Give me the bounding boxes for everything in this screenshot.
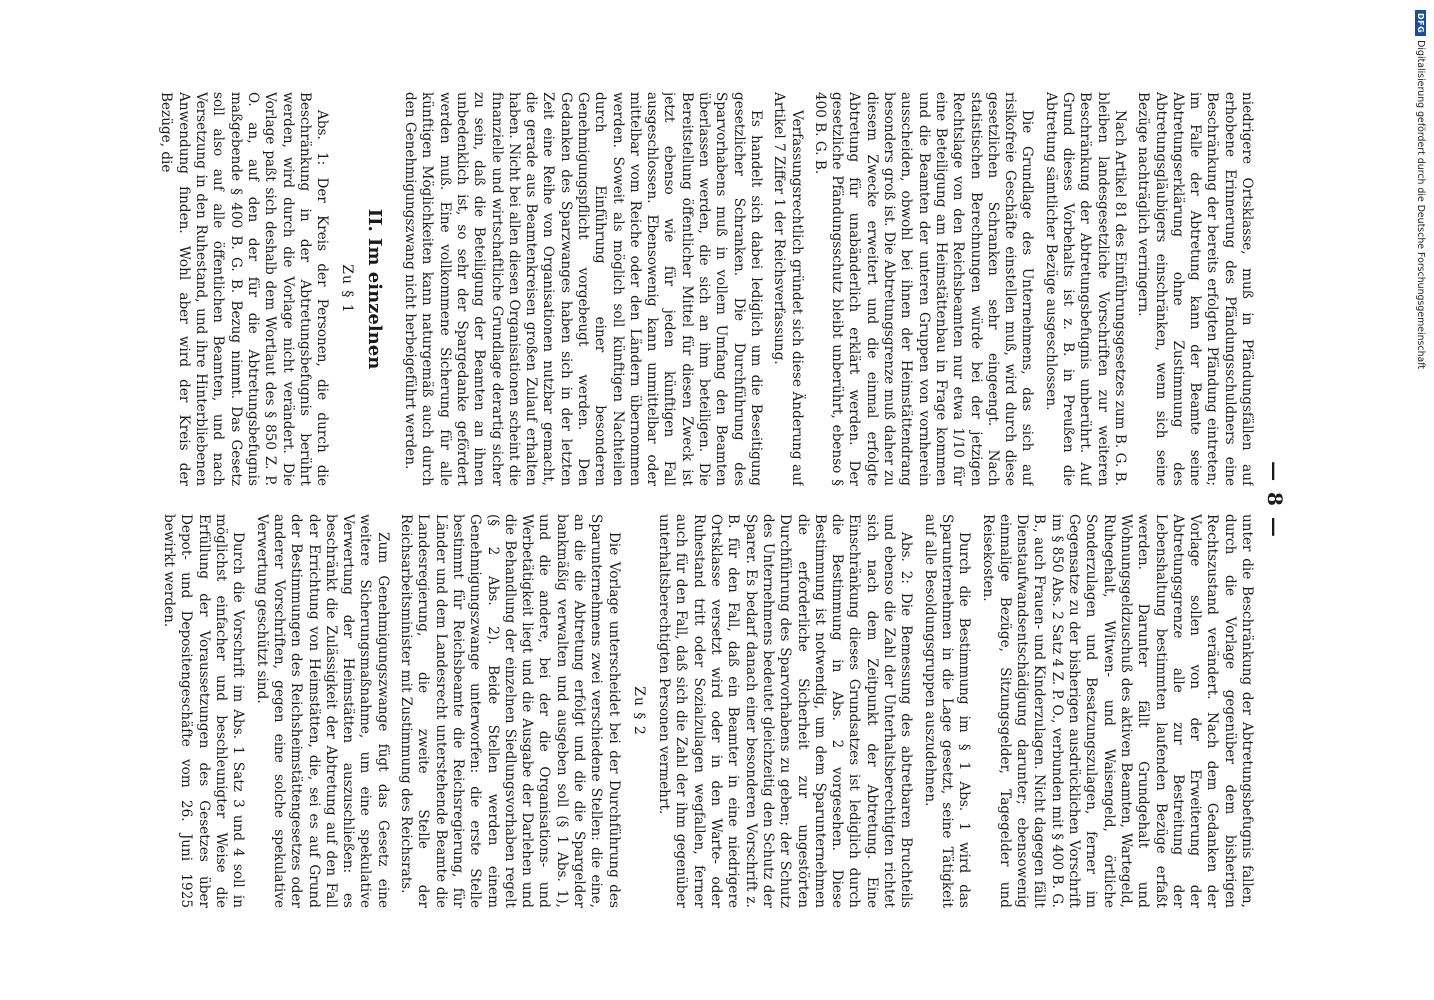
paragraph: Abs. 1: Der Kreis der Personen, die durch die Beschränkung in der Abtretungsbefugnis berührt werden, wird durch die Vorlage nicht verändert. Die Vorlage paßt sich deshalb dem Wortlaut des § 850 Z. P. O. an, auf den der für die Abtretungsbefugnis maßgebende § 400 B. G. B. Bezug nimmt. Das Gesetz soll also auf alle öffentlichen Beamten, und nach Versetzung in den Ruhestand, und ihre Hinterbliebenen Anwendung finden. Wohl aber wird der Kreis der Bezüge, die xyxy=(158,92,331,486)
paragraph: Zum Genehmigungszwange fügt das Gesetz eine weitere Sicherungsmaßnahme, um eine spekulative Verwertung der Heimstätten auszuschließen: es beschränkt die Zulässigkeit der Abtretung auf den Fall der Errichtung von Heimstätten, die, sei es auf Grund der Bestimmungen des Reichsheimstättengesetzes oder anderer Vorschriften, gegen eine solche spekulative Verwertung geschützt sind. xyxy=(253,514,391,908)
rotated-page-content xyxy=(117,80,1287,920)
paragraph: unter die Beschränkung der Abtretungsbefugnis fallen, durch die Vorlage gegenüber dem bisherigen Rechtszustand verändert. Nach dem Gedanken der Vorlage sollen von der Erweiterung der Abtretungsgrenze alle zur Bestreitung der Lebenshaltung bestimmten laufenden Bezüge erfaßt werden. Darunter fällt Grundgehalt und Wohnungsgeldzuschuß des aktiven Beamten, Wartegeld, Ruhegehalt, Witwen- und Waisengeld, örtliche Sonderzulagen und Besatzungszulagen, ferner im Gegensatze zu der bisherigen ausdrücklichen Vorschrift im § 850 Abs. 2 Satz 4 Z. P. O., verbunden mit § 400 B. G. B., auch Frauen- und Kinderzulagen. Nicht dagegen fällt Dienstaufwandsentschädigung darunter; ebensowenig einmalige Bezüge, Sitzungsgelder, Tagegelder und Reisekosten. xyxy=(979,514,1255,908)
paragraph: Es handelt sich dabei lediglich um die Beseitigung gesetzlicher Schranken. Die Durchführung des Sparvorhabens muß in vollem Umfang den Beamten überlassen werden, die sich an ihm beteiligen. Die Bereitstellung öffentlicher Mittel für diesen Zweck ist jetzt ebenso wie für jeden künftigen Fall ausgeschlossen. Ebensowenig kann unmittelbar oder mittelbar vom Reiche oder den Ländern übernommen werden. Soweit als möglich soll künftigen Nachteilen durch Einführung einer besonderen Genehmigungspflicht vorgebeugt werden. Den Gedanken des Sparzwanges haben sich in der letzten Zeit eine Reihe von Organisationen nutzbar gemacht, die gerade aus Beamtenkreisen großen Zulauf erhalten haben. Nicht bei allen diesen Organisationen scheint die finanzielle und wirtschaftliche Grundlage derartig sicher zu sein, daß die Beteiligung der Beamten an ihnen unbedenklich ist, so sehr der Spargedanke gefördert werden muß. Eine vollkommene Sicherung für alle künftigen Möglichkeiten kann naturgemäß auch durch den Genehmigungszwang nicht herbeigeführt werden. xyxy=(402,92,764,486)
paragraph: Nach Artikel 81 des Einführungsgesetzes zum B. G. B. bleiben landesgesetzliche Vorschriften zur weiteren Beschränkung der Abtretungsbefugnis unberührt. Auf Grund dieses Vorbehalts ist z. B. in Preußen die Abtretung sämtlicher Bezüge ausgeschlossen. xyxy=(1042,92,1128,486)
digitization-note-text xyxy=(1412,10,1430,410)
paragraph: Abs. 2: Die Bemessung des abtretbaren Bruchteils und ebenso die Zahl der Unterhaltsberechtigten richtet sich nach dem Zeitpunkt der Abtretung. Eine Einschränkung dieses Grundsatzes ist lediglich durch die Bestimmung in Abs. 2 vorgesehen. Diese Bestimmung ist notwendig, um dem Sparunternehmen die erforderliche Sicherheit zur ungestörten Durchführung des Sparvorhabens zu geben; der Schutz des Unternehmens bedeutet gleichzeitig den Schutz der Sparer. Es bedarf danach einer besonderen Vorschrift z. B. für den Fall, daß ein Beamter in eine niedrigere Ortsklasse versetzt wird oder in den Warte- oder Ruhestand tritt oder Sozialzulagen wegfallen, ferner auch für den Fall, daß sich die Zahl der ihm gegenüber unterhaltsberechtigten Personen vermehrt. xyxy=(656,514,915,908)
right-column xyxy=(117,514,1255,908)
subsection-heading: Zu § 2 xyxy=(630,686,647,736)
section-heading: II. Im einzelnen xyxy=(363,208,385,370)
paragraph: Die Grundlage des Unternehmens, das sich auf risikofreie Geschäfte einstellen muß, wird durch diese gesetzlichen Schranken sehr eingeengt. Nach statistischen Berechnungen würde bei der jetzigen Rechtslage von den Reichsbeamten nur etwa 1/10 für eine Beteiligung am Heimstättenbau in Frage kommen und die Beamten der unteren Gruppen von vornherein ausscheiden, obwohl bei ihnen der Heimstättendrang besonders groß ist. Die Abtretungsgrenze muß daher zu diesem Zwecke erweitert und die einmal erfolgte Abtretung für unabänderlich erklärt werden. Der gesetzliche Pfändungsschutz bleibt unberührt, ebenso § 400 B. G. B. xyxy=(811,92,1036,486)
dfg-logo: DFG xyxy=(1416,10,1427,36)
subsection-heading: Zu § 1 xyxy=(339,264,356,314)
funding-note: Digitalisierung gefördert durch die Deutsche Forschungsgemeinschaft xyxy=(1415,40,1427,370)
text-columns xyxy=(117,92,1255,908)
scanned-page xyxy=(117,80,1287,920)
digitization-note xyxy=(1412,10,1430,410)
page-number: — 8 — xyxy=(1263,461,1287,539)
paragraph: Durch die Bestimmung im § 1 Abs. 1 wird das Sparunternehmen in die Lage gesetzt, seine Tätigkeit auf alle Besoldungsgruppen auszudehnen. xyxy=(921,514,973,908)
paragraph: Verfassungsrechtlich gründet sich diese Änderung auf Artikel 7 Ziffer 1 der Reichsverfassung. xyxy=(771,92,805,486)
left-column xyxy=(117,92,1255,486)
paragraph: Die Vorlage unterscheidet bei der Durchführung des Sparunternehmens zwei verschiedene Stellen: die eine, an die die Abtretung erfolgt und die die Spargelder bankmäßig verwalten und ausgeben soll (§ 1 Abs. 1), und die andere, bei der die Organisations- und Werbetätigkeit liegt und die Ausgabe der Darlehen und die Behandlung der einzelnen Siedlungsvorhaben regelt (§ 2 Abs. 2). Beide Stellen werden einem Genehmigungszwange unterworfen: die erste Stelle bestimmt für Reichsbeamte die Reichsregierung, für Länder und dem Landesrecht unterstehende Beamte die Landesregierung, die zweite Stelle der Reichsarbeitsminister mit Zustimmung des Reichsrats. xyxy=(398,514,622,908)
paragraph: Durch die Vorschrift im Abs. 1 Satz 3 und 4 soll in möglichst einfacher und beschleunigter Weise die Erfüllung der Voraussetzungen des Gesetzes über Depot- und Depositengeschäfte vom 26. Juni 1925 bewirkt werden. xyxy=(161,514,247,908)
paragraph: niedrigere Ortsklasse, muß in Pfändungsfällen auf erhobene Erinnerung des Pfändungsschuldners eine Beschränkung der bereits erfolgten Pfändung eintreten; im Falle der Abtretung kann der Beamte seine Abtretungserklärung ohne Zustimmung des Abtretungsgläubigers einschränken, wenn sich seine Bezüge nachträglich verringern. xyxy=(1135,92,1255,486)
